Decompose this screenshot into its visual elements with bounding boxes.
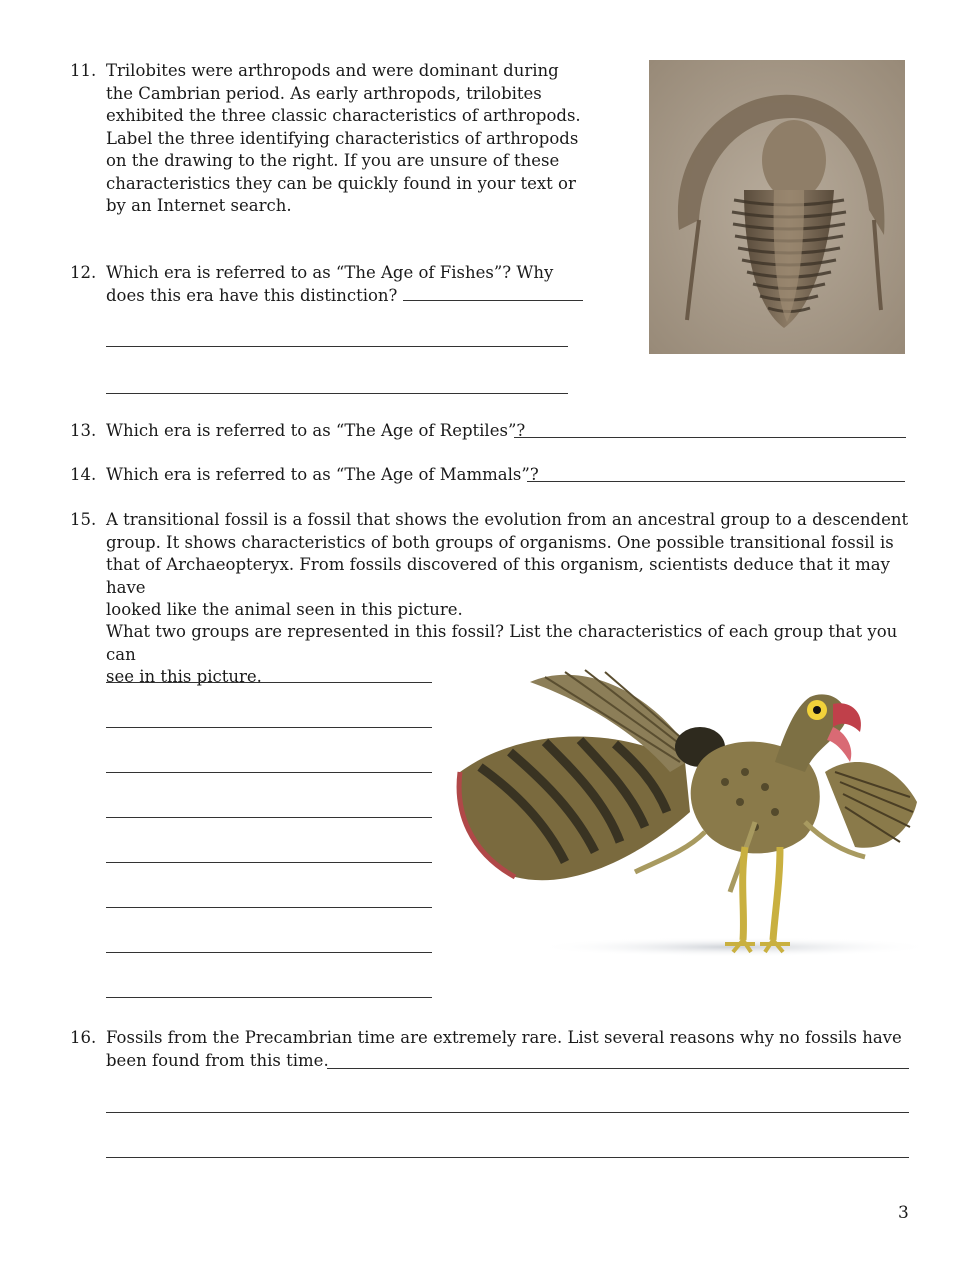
- answer-line[interactable]: [514, 437, 906, 438]
- answer-line[interactable]: [106, 1112, 909, 1113]
- answer-line[interactable]: [327, 1068, 909, 1069]
- answer-blank[interactable]: [403, 286, 583, 301]
- question-text-line-2: been found from this time.: [106, 1050, 329, 1070]
- question-number: 16.: [70, 1028, 97, 1047]
- answer-line[interactable]: [106, 346, 568, 347]
- question-text: A transitional fossil is a fossil that shows the evolution from an ancestral group to a descendent group. It shows characteristics of both groups of organisms. One possible transitional fossil is that of Archaeopteryx. From fossils discovered of this organism, scientists deduce that it may have looked like the animal seen in this picture.: [106, 510, 909, 619]
- answer-line[interactable]: [106, 907, 432, 908]
- question-14: [70, 464, 910, 488]
- question-number: 11.: [70, 61, 97, 80]
- question-number: 15.: [70, 510, 97, 529]
- question-13: [70, 420, 910, 444]
- answer-line[interactable]: [106, 682, 432, 683]
- question-prompt: What two groups are represented in this fossil? List the characteristics of each group that you can see in this picture.: [106, 622, 898, 686]
- question-text-line-2-wrap: [106, 1050, 329, 1073]
- page-number: 3: [898, 1203, 909, 1223]
- question-text: Which era is referred to as “The Age of Mammals”?: [106, 465, 539, 484]
- question-text: Which era is referred to as “The Age of Reptiles”?: [106, 421, 526, 440]
- answer-line[interactable]: [106, 997, 432, 998]
- answer-line[interactable]: [527, 481, 905, 482]
- question-number: 13.: [70, 421, 97, 440]
- answer-line[interactable]: [106, 727, 432, 728]
- archaeopteryx-image: [455, 662, 920, 960]
- question-number: 14.: [70, 465, 97, 484]
- question-text-line-1: Which era is referred to as “The Age of Fishes”? Why: [106, 263, 554, 282]
- question-11: [70, 60, 580, 220]
- question-text-line-2: does this era have this distinction?: [106, 285, 398, 305]
- question-number: 12.: [70, 263, 97, 282]
- answer-line[interactable]: [106, 393, 568, 394]
- question-15: [70, 509, 920, 686]
- trilobite-fossil-image: [649, 60, 905, 354]
- question-text: Trilobites were arthropods and were dominant during the Cambrian period. As early arthropods, trilobites exhibited the three classic characteristics of arthropods. Label the three identifying characteristics of arthropods on the drawing to the right. If you are unsure of these characteristics they can be quickly found in your text or by an Internet search.: [106, 61, 581, 215]
- question-12: [70, 262, 580, 310]
- answer-line[interactable]: [106, 817, 432, 818]
- question-text-line-1: Fossils from the Precambrian time are extremely rare. List several reasons why no fossils have: [106, 1028, 902, 1047]
- question-text-line-2-wrap: [106, 285, 583, 308]
- answer-line[interactable]: [106, 772, 432, 773]
- answer-line[interactable]: [106, 952, 432, 953]
- answer-line[interactable]: [106, 862, 432, 863]
- answer-line[interactable]: [106, 1157, 909, 1158]
